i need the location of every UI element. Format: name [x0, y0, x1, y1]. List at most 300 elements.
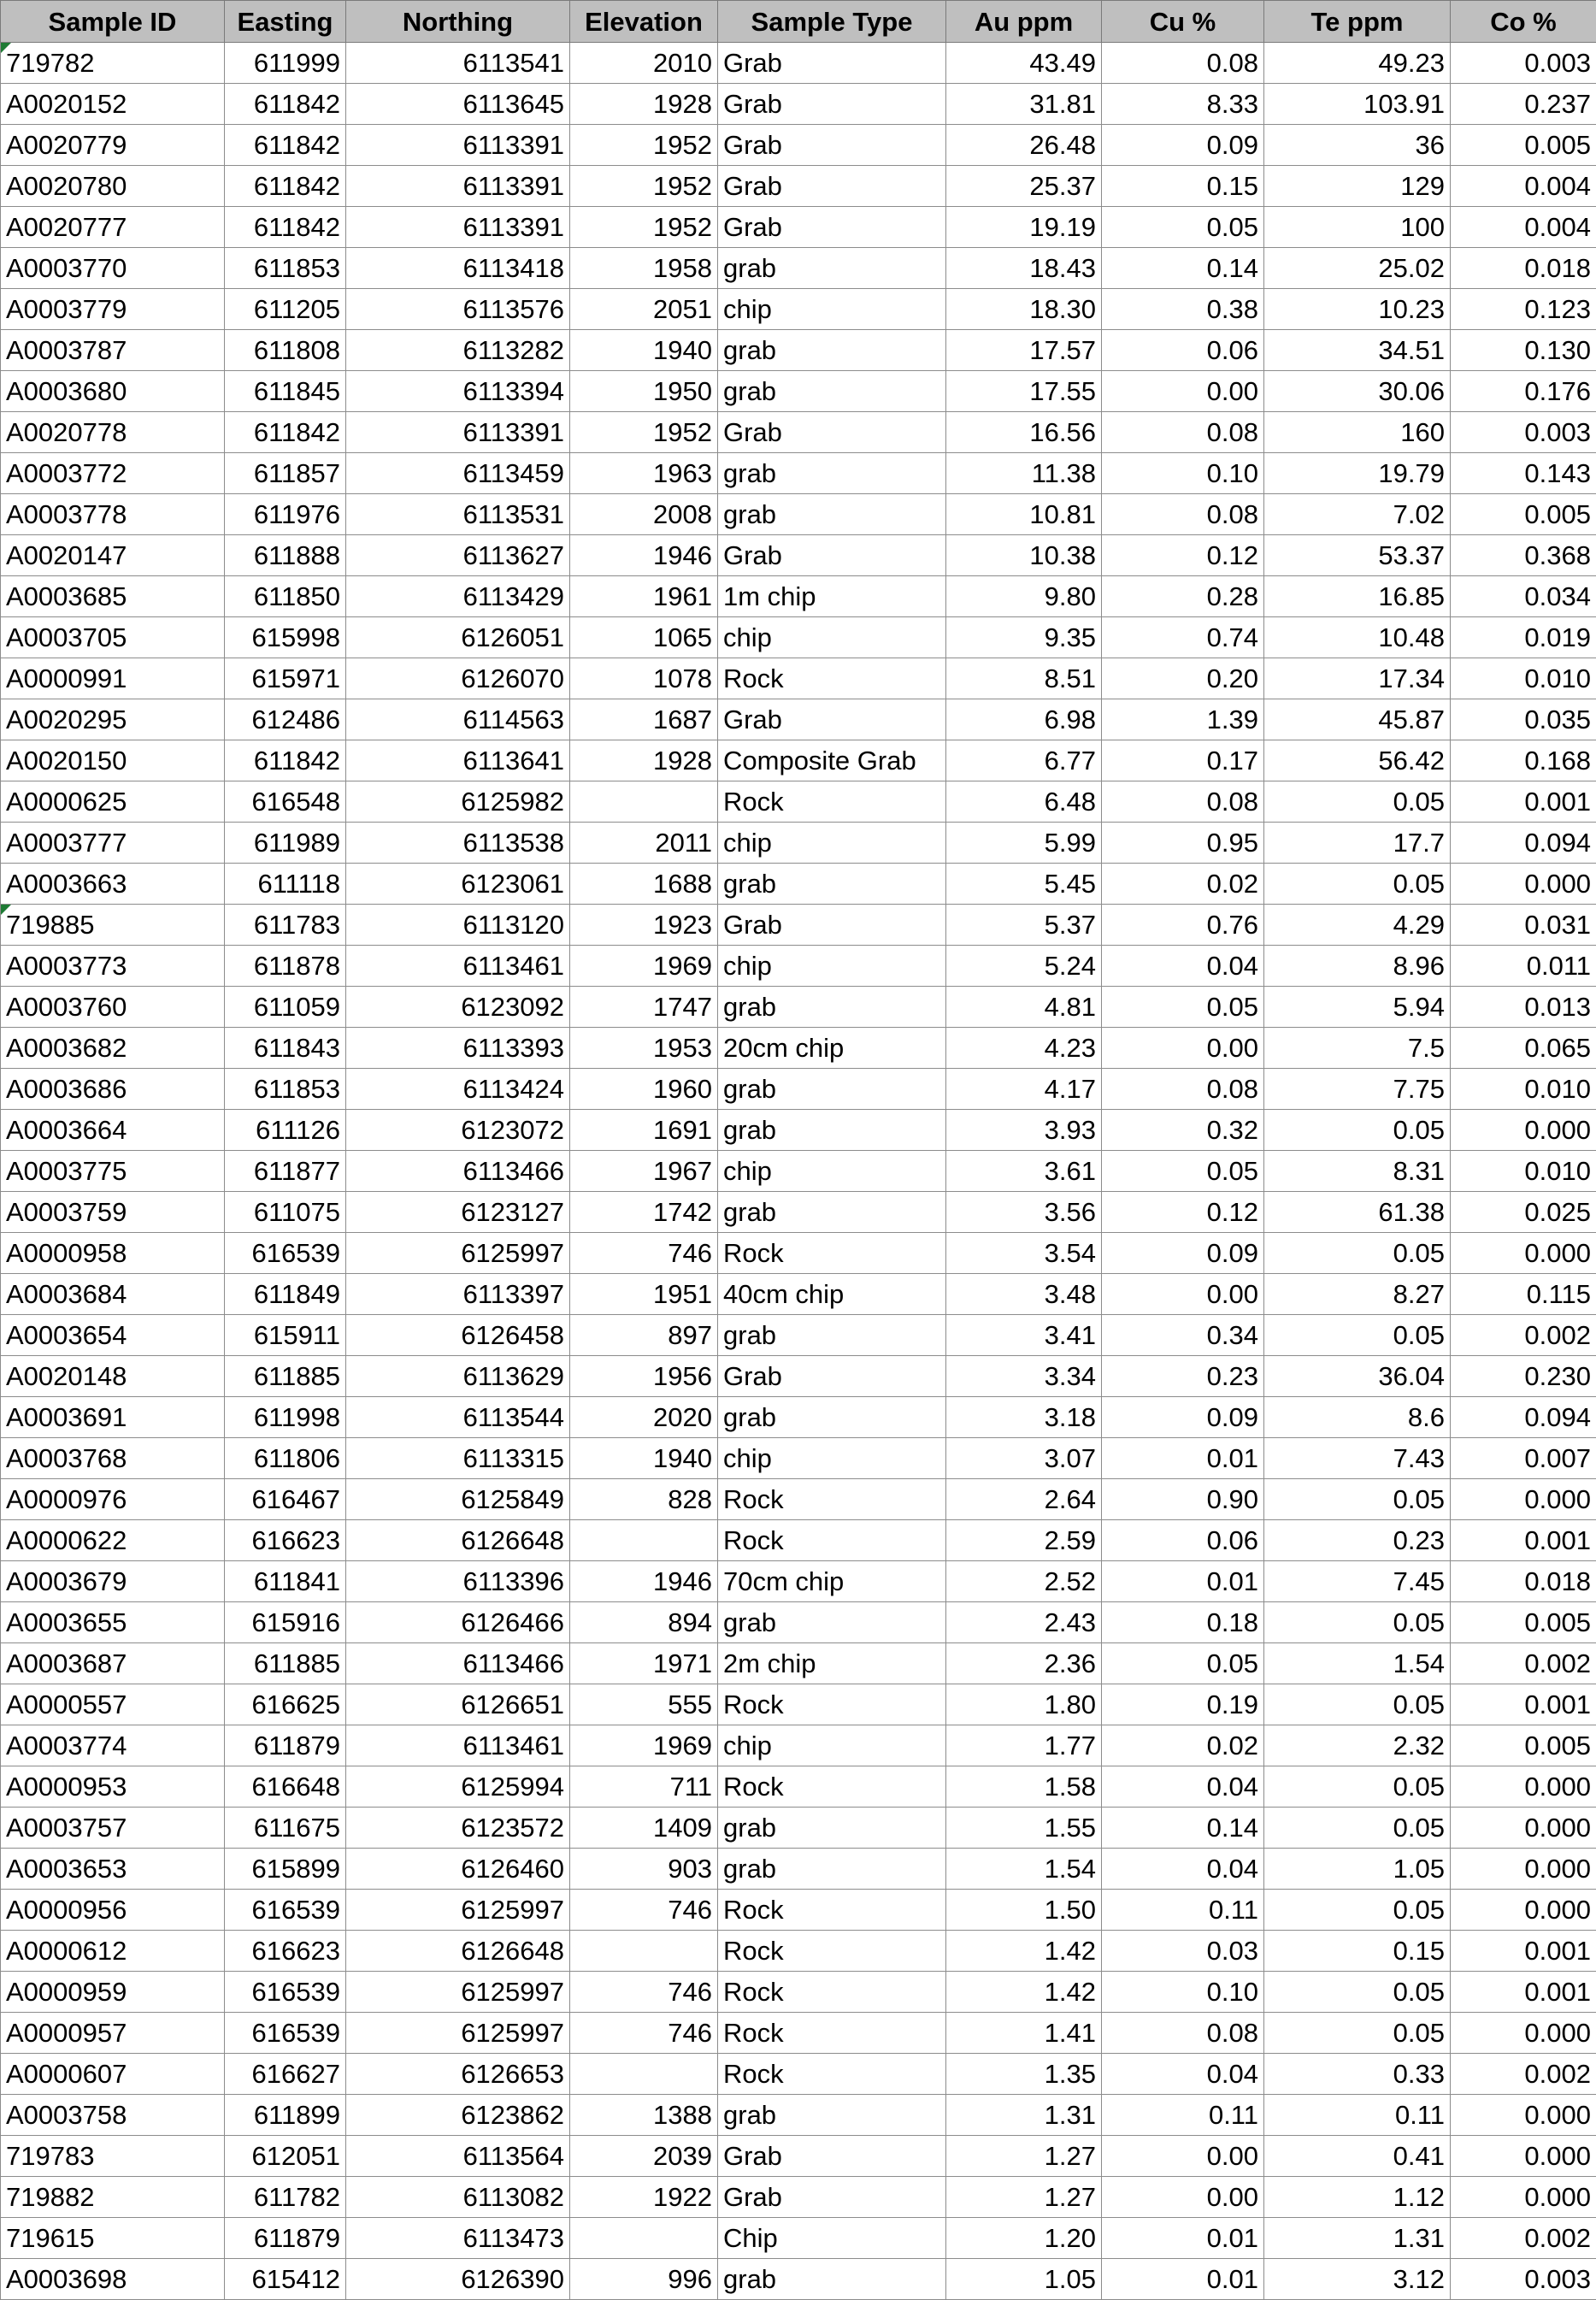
cell-sample-id[interactable]: A0020147 — [1, 535, 225, 576]
cell-easting[interactable]: 611783 — [225, 905, 346, 946]
cell-northing[interactable]: 6113391 — [346, 125, 570, 166]
cell-easting[interactable]: 611998 — [225, 1397, 346, 1438]
cell-northing[interactable]: 6113429 — [346, 576, 570, 617]
cell-sample-type[interactable]: 1m chip — [718, 576, 946, 617]
cell-sample-id[interactable]: A0003685 — [1, 576, 225, 617]
cell-elevation[interactable]: 1953 — [570, 1028, 718, 1069]
cell-au-ppm[interactable]: 9.35 — [946, 617, 1102, 658]
cell-te-ppm[interactable]: 0.23 — [1264, 1520, 1451, 1561]
cell-au-ppm[interactable]: 2.59 — [946, 1520, 1102, 1561]
cell-au-ppm[interactable]: 1.05 — [946, 2259, 1102, 2300]
cell-elevation[interactable]: 746 — [570, 1972, 718, 2013]
cell-sample-type[interactable]: Rock — [718, 1233, 946, 1274]
cell-easting[interactable]: 611999 — [225, 43, 346, 84]
cell-au-ppm[interactable]: 3.54 — [946, 1233, 1102, 1274]
cell-sample-type[interactable]: grab — [718, 987, 946, 1028]
cell-co-pct[interactable]: 0.000 — [1451, 2136, 1596, 2177]
cell-au-ppm[interactable]: 10.38 — [946, 535, 1102, 576]
cell-te-ppm[interactable]: 103.91 — [1264, 84, 1451, 125]
cell-elevation[interactable]: 1923 — [570, 905, 718, 946]
cell-sample-type[interactable]: grab — [718, 1315, 946, 1356]
cell-cu-pct[interactable]: 0.20 — [1102, 658, 1264, 699]
cell-elevation[interactable]: 1946 — [570, 1561, 718, 1602]
cell-sample-id[interactable]: A0020778 — [1, 412, 225, 453]
cell-co-pct[interactable]: 0.094 — [1451, 823, 1596, 864]
cell-sample-type[interactable]: Grab — [718, 125, 946, 166]
cell-te-ppm[interactable]: 49.23 — [1264, 43, 1451, 84]
cell-easting[interactable]: 611857 — [225, 453, 346, 494]
cell-northing[interactable]: 6113473 — [346, 2218, 570, 2259]
cell-cu-pct[interactable]: 0.00 — [1102, 1274, 1264, 1315]
cell-te-ppm[interactable]: 0.05 — [1264, 781, 1451, 823]
cell-easting[interactable]: 615899 — [225, 1849, 346, 1890]
cell-easting[interactable]: 616548 — [225, 781, 346, 823]
cell-sample-id[interactable]: A0000976 — [1, 1479, 225, 1520]
cell-co-pct[interactable]: 0.004 — [1451, 166, 1596, 207]
cell-sample-id[interactable]: A0003774 — [1, 1725, 225, 1766]
cell-te-ppm[interactable]: 8.31 — [1264, 1151, 1451, 1192]
cell-elevation[interactable]: 1688 — [570, 864, 718, 905]
cell-cu-pct[interactable]: 0.06 — [1102, 330, 1264, 371]
cell-au-ppm[interactable]: 2.64 — [946, 1479, 1102, 1520]
cell-northing[interactable]: 6113641 — [346, 740, 570, 781]
cell-easting[interactable]: 611118 — [225, 864, 346, 905]
cell-co-pct[interactable]: 0.019 — [1451, 617, 1596, 658]
cell-easting[interactable]: 611842 — [225, 207, 346, 248]
cell-te-ppm[interactable]: 10.48 — [1264, 617, 1451, 658]
cell-elevation[interactable]: 1078 — [570, 658, 718, 699]
cell-co-pct[interactable]: 0.003 — [1451, 412, 1596, 453]
cell-sample-id[interactable]: A0000607 — [1, 2054, 225, 2095]
cell-easting[interactable]: 611878 — [225, 946, 346, 987]
cell-easting[interactable]: 611782 — [225, 2177, 346, 2218]
cell-sample-type[interactable]: 70cm chip — [718, 1561, 946, 1602]
cell-au-ppm[interactable]: 5.24 — [946, 946, 1102, 987]
cell-elevation[interactable]: 746 — [570, 1233, 718, 1274]
cell-sample-id[interactable]: 719615 — [1, 2218, 225, 2259]
cell-cu-pct[interactable]: 0.00 — [1102, 2177, 1264, 2218]
cell-easting[interactable]: 611842 — [225, 125, 346, 166]
cell-sample-id[interactable]: A0020152 — [1, 84, 225, 125]
cell-sample-id[interactable]: A0003778 — [1, 494, 225, 535]
cell-cu-pct[interactable]: 0.11 — [1102, 2095, 1264, 2136]
cell-elevation[interactable] — [570, 1520, 718, 1561]
cell-easting[interactable]: 611877 — [225, 1151, 346, 1192]
cell-co-pct[interactable]: 0.001 — [1451, 1931, 1596, 1972]
cell-easting[interactable]: 615412 — [225, 2259, 346, 2300]
cell-au-ppm[interactable]: 1.27 — [946, 2177, 1102, 2218]
cell-te-ppm[interactable]: 0.41 — [1264, 2136, 1451, 2177]
cell-easting[interactable]: 615916 — [225, 1602, 346, 1643]
cell-sample-type[interactable]: grab — [718, 1110, 946, 1151]
cell-easting[interactable]: 612486 — [225, 699, 346, 740]
cell-co-pct[interactable]: 0.005 — [1451, 125, 1596, 166]
cell-sample-id[interactable]: A0003655 — [1, 1602, 225, 1643]
cell-easting[interactable]: 611842 — [225, 412, 346, 453]
cell-co-pct[interactable]: 0.001 — [1451, 1520, 1596, 1561]
cell-te-ppm[interactable]: 5.94 — [1264, 987, 1451, 1028]
cell-sample-id[interactable]: A0020150 — [1, 740, 225, 781]
cell-elevation[interactable]: 2011 — [570, 823, 718, 864]
cell-sample-id[interactable]: A0000557 — [1, 1684, 225, 1725]
cell-sample-id[interactable]: A0003684 — [1, 1274, 225, 1315]
cell-te-ppm[interactable]: 0.05 — [1264, 864, 1451, 905]
cell-sample-id[interactable]: A0020777 — [1, 207, 225, 248]
cell-sample-type[interactable]: Rock — [718, 658, 946, 699]
cell-sample-type[interactable]: Rock — [718, 1766, 946, 1808]
cell-cu-pct[interactable]: 0.04 — [1102, 1849, 1264, 1890]
cell-sample-type[interactable]: grab — [718, 248, 946, 289]
cell-northing[interactable]: 6126458 — [346, 1315, 570, 1356]
cell-cu-pct[interactable]: 0.08 — [1102, 781, 1264, 823]
cell-sample-type[interactable]: grab — [718, 1849, 946, 1890]
cell-cu-pct[interactable]: 0.10 — [1102, 453, 1264, 494]
cell-northing[interactable]: 6113645 — [346, 84, 570, 125]
cell-easting[interactable]: 611842 — [225, 740, 346, 781]
cell-sample-type[interactable]: 40cm chip — [718, 1274, 946, 1315]
cell-cu-pct[interactable]: 0.05 — [1102, 1643, 1264, 1684]
cell-sample-id[interactable]: A0003686 — [1, 1069, 225, 1110]
cell-co-pct[interactable]: 0.011 — [1451, 946, 1596, 987]
cell-co-pct[interactable]: 0.004 — [1451, 207, 1596, 248]
cell-elevation[interactable]: 1960 — [570, 1069, 718, 1110]
cell-easting[interactable]: 616539 — [225, 2013, 346, 2054]
cell-sample-type[interactable]: Rock — [718, 1684, 946, 1725]
cell-te-ppm[interactable]: 36.04 — [1264, 1356, 1451, 1397]
col-header-northing[interactable]: Northing — [346, 1, 570, 43]
cell-co-pct[interactable]: 0.094 — [1451, 1397, 1596, 1438]
cell-co-pct[interactable]: 0.003 — [1451, 43, 1596, 84]
cell-easting[interactable]: 615911 — [225, 1315, 346, 1356]
cell-northing[interactable]: 6113424 — [346, 1069, 570, 1110]
cell-co-pct[interactable]: 0.000 — [1451, 1890, 1596, 1931]
cell-sample-id[interactable]: A0003664 — [1, 1110, 225, 1151]
cell-au-ppm[interactable]: 31.81 — [946, 84, 1102, 125]
cell-elevation[interactable]: 1940 — [570, 330, 718, 371]
cell-cu-pct[interactable]: 0.01 — [1102, 2259, 1264, 2300]
cell-easting[interactable]: 611849 — [225, 1274, 346, 1315]
cell-elevation[interactable]: 1950 — [570, 371, 718, 412]
cell-te-ppm[interactable]: 129 — [1264, 166, 1451, 207]
cell-cu-pct[interactable]: 0.08 — [1102, 494, 1264, 535]
cell-au-ppm[interactable]: 3.56 — [946, 1192, 1102, 1233]
cell-cu-pct[interactable]: 0.32 — [1102, 1110, 1264, 1151]
cell-cu-pct[interactable]: 0.01 — [1102, 2218, 1264, 2259]
cell-co-pct[interactable]: 0.130 — [1451, 330, 1596, 371]
cell-co-pct[interactable]: 0.065 — [1451, 1028, 1596, 1069]
cell-au-ppm[interactable]: 5.99 — [946, 823, 1102, 864]
cell-northing[interactable]: 6113576 — [346, 289, 570, 330]
cell-au-ppm[interactable]: 11.38 — [946, 453, 1102, 494]
cell-co-pct[interactable]: 0.000 — [1451, 2095, 1596, 2136]
cell-sample-type[interactable]: grab — [718, 2095, 946, 2136]
cell-northing[interactable]: 6126466 — [346, 1602, 570, 1643]
cell-northing[interactable]: 6126648 — [346, 1520, 570, 1561]
cell-northing[interactable]: 6113538 — [346, 823, 570, 864]
cell-cu-pct[interactable]: 0.12 — [1102, 1192, 1264, 1233]
cell-co-pct[interactable]: 0.000 — [1451, 1110, 1596, 1151]
cell-au-ppm[interactable]: 4.81 — [946, 987, 1102, 1028]
cell-sample-id[interactable]: A0003663 — [1, 864, 225, 905]
cell-easting[interactable]: 616627 — [225, 2054, 346, 2095]
cell-easting[interactable]: 616539 — [225, 1890, 346, 1931]
cell-co-pct[interactable]: 0.002 — [1451, 2218, 1596, 2259]
cell-northing[interactable]: 6123061 — [346, 864, 570, 905]
cell-easting[interactable]: 611205 — [225, 289, 346, 330]
cell-au-ppm[interactable]: 9.80 — [946, 576, 1102, 617]
cell-te-ppm[interactable]: 36 — [1264, 125, 1451, 166]
cell-au-ppm[interactable]: 3.61 — [946, 1151, 1102, 1192]
cell-elevation[interactable]: 1946 — [570, 535, 718, 576]
cell-elevation[interactable]: 1742 — [570, 1192, 718, 1233]
cell-co-pct[interactable]: 0.123 — [1451, 289, 1596, 330]
cell-co-pct[interactable]: 0.000 — [1451, 864, 1596, 905]
cell-te-ppm[interactable]: 0.05 — [1264, 1315, 1451, 1356]
cell-au-ppm[interactable]: 16.56 — [946, 412, 1102, 453]
cell-sample-type[interactable]: Rock — [718, 2013, 946, 2054]
cell-co-pct[interactable]: 0.000 — [1451, 1233, 1596, 1274]
cell-elevation[interactable]: 1956 — [570, 1356, 718, 1397]
cell-cu-pct[interactable]: 0.08 — [1102, 43, 1264, 84]
cell-sample-id[interactable]: A0000612 — [1, 1931, 225, 1972]
cell-co-pct[interactable]: 0.002 — [1451, 2054, 1596, 2095]
cell-sample-id[interactable]: A0003687 — [1, 1643, 225, 1684]
cell-co-pct[interactable]: 0.013 — [1451, 987, 1596, 1028]
cell-northing[interactable]: 6113544 — [346, 1397, 570, 1438]
cell-co-pct[interactable]: 0.003 — [1451, 2259, 1596, 2300]
col-header-elevation[interactable]: Elevation — [570, 1, 718, 43]
cell-northing[interactable]: 6113564 — [346, 2136, 570, 2177]
cell-northing[interactable]: 6113282 — [346, 330, 570, 371]
cell-easting[interactable]: 615998 — [225, 617, 346, 658]
cell-northing[interactable]: 6125982 — [346, 781, 570, 823]
cell-co-pct[interactable]: 0.000 — [1451, 1479, 1596, 1520]
cell-au-ppm[interactable]: 3.48 — [946, 1274, 1102, 1315]
cell-co-pct[interactable]: 0.005 — [1451, 494, 1596, 535]
cell-sample-type[interactable]: Rock — [718, 1520, 946, 1561]
cell-northing[interactable]: 6126070 — [346, 658, 570, 699]
cell-co-pct[interactable]: 0.018 — [1451, 1561, 1596, 1602]
cell-easting[interactable]: 616623 — [225, 1520, 346, 1561]
cell-te-ppm[interactable]: 53.37 — [1264, 535, 1451, 576]
cell-cu-pct[interactable]: 8.33 — [1102, 84, 1264, 125]
cell-sample-type[interactable]: Grab — [718, 43, 946, 84]
cell-elevation[interactable]: 2008 — [570, 494, 718, 535]
cell-northing[interactable]: 6113394 — [346, 371, 570, 412]
cell-sample-type[interactable]: Grab — [718, 166, 946, 207]
cell-sample-type[interactable]: grab — [718, 1397, 946, 1438]
cell-co-pct[interactable]: 0.000 — [1451, 1766, 1596, 1808]
cell-cu-pct[interactable]: 0.09 — [1102, 1397, 1264, 1438]
cell-sample-type[interactable]: Grab — [718, 84, 946, 125]
cell-elevation[interactable]: 897 — [570, 1315, 718, 1356]
cell-easting[interactable]: 616539 — [225, 1972, 346, 2013]
cell-co-pct[interactable]: 0.000 — [1451, 2013, 1596, 2054]
cell-sample-type[interactable]: grab — [718, 371, 946, 412]
cell-northing[interactable]: 6113531 — [346, 494, 570, 535]
cell-sample-type[interactable]: Grab — [718, 412, 946, 453]
cell-northing[interactable]: 6125994 — [346, 1766, 570, 1808]
cell-sample-id[interactable]: A0000958 — [1, 1233, 225, 1274]
cell-sample-type[interactable]: chip — [718, 289, 946, 330]
cell-au-ppm[interactable]: 1.42 — [946, 1931, 1102, 1972]
cell-sample-type[interactable]: Composite Grab — [718, 740, 946, 781]
cell-sample-id[interactable]: A0003775 — [1, 1151, 225, 1192]
cell-co-pct[interactable]: 0.018 — [1451, 248, 1596, 289]
cell-co-pct[interactable]: 0.000 — [1451, 1808, 1596, 1849]
cell-te-ppm[interactable]: 160 — [1264, 412, 1451, 453]
cell-elevation[interactable]: 894 — [570, 1602, 718, 1643]
cell-cu-pct[interactable]: 0.10 — [1102, 1972, 1264, 2013]
cell-au-ppm[interactable]: 2.52 — [946, 1561, 1102, 1602]
cell-elevation[interactable] — [570, 2054, 718, 2095]
cell-sample-type[interactable]: 20cm chip — [718, 1028, 946, 1069]
cell-sample-id[interactable]: A0003682 — [1, 1028, 225, 1069]
cell-co-pct[interactable]: 0.002 — [1451, 1643, 1596, 1684]
cell-sample-id[interactable]: A0003772 — [1, 453, 225, 494]
cell-sample-id[interactable]: 719885 — [1, 905, 225, 946]
cell-elevation[interactable]: 746 — [570, 2013, 718, 2054]
cell-au-ppm[interactable]: 43.49 — [946, 43, 1102, 84]
cell-sample-id[interactable]: A0003760 — [1, 987, 225, 1028]
cell-te-ppm[interactable]: 1.54 — [1264, 1643, 1451, 1684]
cell-easting[interactable]: 611075 — [225, 1192, 346, 1233]
cell-northing[interactable]: 6113082 — [346, 2177, 570, 2218]
cell-co-pct[interactable]: 0.035 — [1451, 699, 1596, 740]
cell-te-ppm[interactable]: 19.79 — [1264, 453, 1451, 494]
cell-cu-pct[interactable]: 0.95 — [1102, 823, 1264, 864]
cell-northing[interactable]: 6126653 — [346, 2054, 570, 2095]
cell-sample-id[interactable]: A0003679 — [1, 1561, 225, 1602]
cell-cu-pct[interactable]: 0.38 — [1102, 289, 1264, 330]
cell-te-ppm[interactable]: 45.87 — [1264, 699, 1451, 740]
cell-cu-pct[interactable]: 0.23 — [1102, 1356, 1264, 1397]
cell-northing[interactable]: 6113461 — [346, 946, 570, 987]
cell-northing[interactable]: 6113541 — [346, 43, 570, 84]
cell-te-ppm[interactable]: 1.05 — [1264, 1849, 1451, 1890]
cell-cu-pct[interactable]: 0.28 — [1102, 576, 1264, 617]
cell-easting[interactable]: 612051 — [225, 2136, 346, 2177]
cell-au-ppm[interactable]: 3.41 — [946, 1315, 1102, 1356]
cell-cu-pct[interactable]: 0.04 — [1102, 2054, 1264, 2095]
cell-te-ppm[interactable]: 1.12 — [1264, 2177, 1451, 2218]
cell-sample-type[interactable]: Grab — [718, 1356, 946, 1397]
cell-cu-pct[interactable]: 0.03 — [1102, 1931, 1264, 1972]
cell-sample-type[interactable]: grab — [718, 1808, 946, 1849]
cell-easting[interactable]: 611976 — [225, 494, 346, 535]
cell-cu-pct[interactable]: 0.14 — [1102, 1808, 1264, 1849]
cell-cu-pct[interactable]: 0.08 — [1102, 2013, 1264, 2054]
cell-sample-type[interactable]: grab — [718, 330, 946, 371]
cell-elevation[interactable]: 996 — [570, 2259, 718, 2300]
cell-te-ppm[interactable]: 7.45 — [1264, 1561, 1451, 1602]
cell-northing[interactable]: 6113397 — [346, 1274, 570, 1315]
cell-cu-pct[interactable]: 0.08 — [1102, 1069, 1264, 1110]
col-header-easting[interactable]: Easting — [225, 1, 346, 43]
cell-cu-pct[interactable]: 0.09 — [1102, 125, 1264, 166]
cell-cu-pct[interactable]: 0.04 — [1102, 1766, 1264, 1808]
cell-cu-pct[interactable]: 0.09 — [1102, 1233, 1264, 1274]
cell-te-ppm[interactable]: 34.51 — [1264, 330, 1451, 371]
cell-elevation[interactable]: 1691 — [570, 1110, 718, 1151]
cell-au-ppm[interactable]: 19.19 — [946, 207, 1102, 248]
cell-sample-id[interactable]: 719782 — [1, 43, 225, 84]
col-header-te-ppm[interactable]: Te ppm — [1264, 1, 1451, 43]
cell-sample-type[interactable]: chip — [718, 1725, 946, 1766]
cell-easting[interactable]: 611806 — [225, 1438, 346, 1479]
cell-sample-type[interactable]: grab — [718, 864, 946, 905]
cell-elevation[interactable]: 1687 — [570, 699, 718, 740]
cell-co-pct[interactable]: 0.031 — [1451, 905, 1596, 946]
cell-te-ppm[interactable]: 17.34 — [1264, 658, 1451, 699]
cell-sample-id[interactable]: A0003680 — [1, 371, 225, 412]
cell-au-ppm[interactable]: 3.34 — [946, 1356, 1102, 1397]
cell-te-ppm[interactable]: 0.05 — [1264, 1479, 1451, 1520]
cell-northing[interactable]: 6113629 — [346, 1356, 570, 1397]
cell-sample-id[interactable]: A0003654 — [1, 1315, 225, 1356]
cell-sample-type[interactable]: 2m chip — [718, 1643, 946, 1684]
cell-cu-pct[interactable]: 0.00 — [1102, 1028, 1264, 1069]
cell-sample-id[interactable]: A0003787 — [1, 330, 225, 371]
cell-sample-type[interactable]: Chip — [718, 2218, 946, 2259]
cell-au-ppm[interactable]: 18.43 — [946, 248, 1102, 289]
cell-sample-type[interactable]: Rock — [718, 1890, 946, 1931]
cell-te-ppm[interactable]: 0.05 — [1264, 1890, 1451, 1931]
cell-au-ppm[interactable]: 1.27 — [946, 2136, 1102, 2177]
cell-au-ppm[interactable]: 4.17 — [946, 1069, 1102, 1110]
cell-au-ppm[interactable]: 17.55 — [946, 371, 1102, 412]
cell-easting[interactable]: 616623 — [225, 1931, 346, 1972]
cell-te-ppm[interactable]: 7.43 — [1264, 1438, 1451, 1479]
cell-te-ppm[interactable]: 0.05 — [1264, 1808, 1451, 1849]
cell-sample-id[interactable]: A0003705 — [1, 617, 225, 658]
cell-northing[interactable]: 6113393 — [346, 1028, 570, 1069]
cell-cu-pct[interactable]: 0.00 — [1102, 371, 1264, 412]
cell-te-ppm[interactable]: 4.29 — [1264, 905, 1451, 946]
cell-au-ppm[interactable]: 3.93 — [946, 1110, 1102, 1151]
cell-au-ppm[interactable]: 1.77 — [946, 1725, 1102, 1766]
cell-sample-id[interactable]: A0003773 — [1, 946, 225, 987]
cell-sample-type[interactable]: chip — [718, 946, 946, 987]
cell-te-ppm[interactable]: 56.42 — [1264, 740, 1451, 781]
cell-au-ppm[interactable]: 4.23 — [946, 1028, 1102, 1069]
cell-northing[interactable]: 6113391 — [346, 207, 570, 248]
cell-te-ppm[interactable]: 100 — [1264, 207, 1451, 248]
cell-sample-type[interactable]: Grab — [718, 2136, 946, 2177]
cell-elevation[interactable]: 1409 — [570, 1808, 718, 1849]
cell-au-ppm[interactable]: 1.58 — [946, 1766, 1102, 1808]
cell-elevation[interactable]: 1922 — [570, 2177, 718, 2218]
cell-au-ppm[interactable]: 1.55 — [946, 1808, 1102, 1849]
cell-elevation[interactable]: 1952 — [570, 412, 718, 453]
cell-northing[interactable]: 6123127 — [346, 1192, 570, 1233]
cell-sample-id[interactable]: A0020295 — [1, 699, 225, 740]
cell-au-ppm[interactable]: 3.07 — [946, 1438, 1102, 1479]
cell-northing[interactable]: 6113391 — [346, 412, 570, 453]
cell-sample-type[interactable]: Grab — [718, 535, 946, 576]
cell-elevation[interactable]: 1971 — [570, 1643, 718, 1684]
cell-northing[interactable]: 6113466 — [346, 1643, 570, 1684]
cell-sample-id[interactable]: A0003758 — [1, 2095, 225, 2136]
cell-te-ppm[interactable]: 8.6 — [1264, 1397, 1451, 1438]
cell-te-ppm[interactable]: 2.32 — [1264, 1725, 1451, 1766]
cell-co-pct[interactable]: 0.115 — [1451, 1274, 1596, 1315]
cell-cu-pct[interactable]: 0.02 — [1102, 864, 1264, 905]
cell-te-ppm[interactable]: 7.75 — [1264, 1069, 1451, 1110]
cell-sample-type[interactable]: chip — [718, 823, 946, 864]
cell-elevation[interactable] — [570, 2218, 718, 2259]
cell-co-pct[interactable]: 0.010 — [1451, 658, 1596, 699]
